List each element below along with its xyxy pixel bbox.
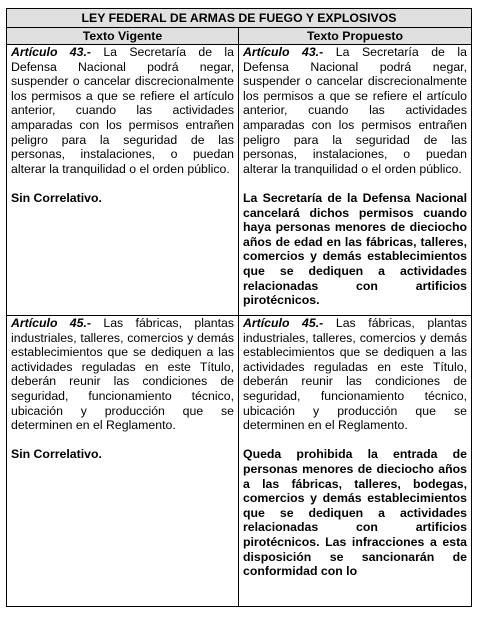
article-text: La Secretaría de la Defensa Nacional podrá negar, suspender o cancelar discrecionalmente los permisos a que se refiere el artículo anterior, cuando las actividades amparadas con los permisos entrañen peligro para la seguridad de las personas, instalaciones, o puedan alterar la tranquilidad o el orden público. <box>243 45 467 176</box>
table-row <box>7 45 472 316</box>
document-page <box>6 8 471 628</box>
cell-vigente-art43 <box>7 45 239 316</box>
comparison-table <box>6 8 472 607</box>
article-label: Artículo 45.- <box>11 316 91 330</box>
column-header-propuesto: Texto Propuesto <box>239 28 472 45</box>
article-text: La Secretaría de la Defensa Nacional podrá negar, suspender o cancelar discrecionalmente los permisos a que se refiere el artículo anterior, cuando las actividades amparadas con los permisos entrañen peligro para la seguridad de las personas, instalaciones, o puedan alterar la tranquilidad o el orden público. <box>11 45 234 176</box>
article-text: Las fábricas, plantas industriales, talleres, comercios y demás establecimientos que se dediquen a las actividades reguladas en este Título, deberán reunir las condiciones de seguridad, funcionamiento técnico, ubicación y producción que se determinen en el Reglamento. <box>11 316 235 433</box>
article-paragraph <box>11 316 234 433</box>
article-label: Artículo 43.- <box>243 45 324 59</box>
proposed-addition: La Secretaría de la Defensa Nacional cancelará dichos permisos cuando haya personas menores de dieciocho años de edad en las fábricas, talleres, comercios y demás establecimientos que se dediquen a actividades relacionadas con artificios pirotécnicos. <box>243 190 467 308</box>
article-label: Artículo 43.- <box>11 45 91 59</box>
article-label: Artículo 45.- <box>243 316 324 330</box>
cell-propuesto-art45 <box>239 316 472 607</box>
table-row <box>7 316 472 607</box>
article-paragraph <box>11 45 234 176</box>
proposed-addition: Queda prohibida la entrada de personas menores de dieciocho años a las fábricas, talleres, bodegas, comercios y demás establecimientos que se dediquen a actividades relacionadas con artificios pirotécnicos. Las infracciones a esta disposición se sancionarán de conformidad con lo <box>243 447 467 579</box>
table-title: LEY FEDERAL DE ARMAS DE FUEGO Y EXPLOSIVOS <box>7 9 472 28</box>
no-correlative-note: Sin Correlativo. <box>11 447 102 462</box>
cell-propuesto-art43 <box>239 45 472 316</box>
no-correlative-note: Sin Correlativo. <box>11 190 102 205</box>
article-paragraph <box>243 316 467 433</box>
cell-vigente-art45 <box>7 316 239 607</box>
article-paragraph <box>243 45 467 176</box>
article-text: Las fábricas, plantas industriales, talleres, comercios y demás establecimientos que se dediquen a las actividades reguladas en este Título, deberán reunir las condiciones de seguridad, funcionamiento técnico, ubicación y producción que se determinen en el Reglamento. <box>243 316 468 433</box>
column-header-vigente: Texto Vigente <box>7 28 239 45</box>
